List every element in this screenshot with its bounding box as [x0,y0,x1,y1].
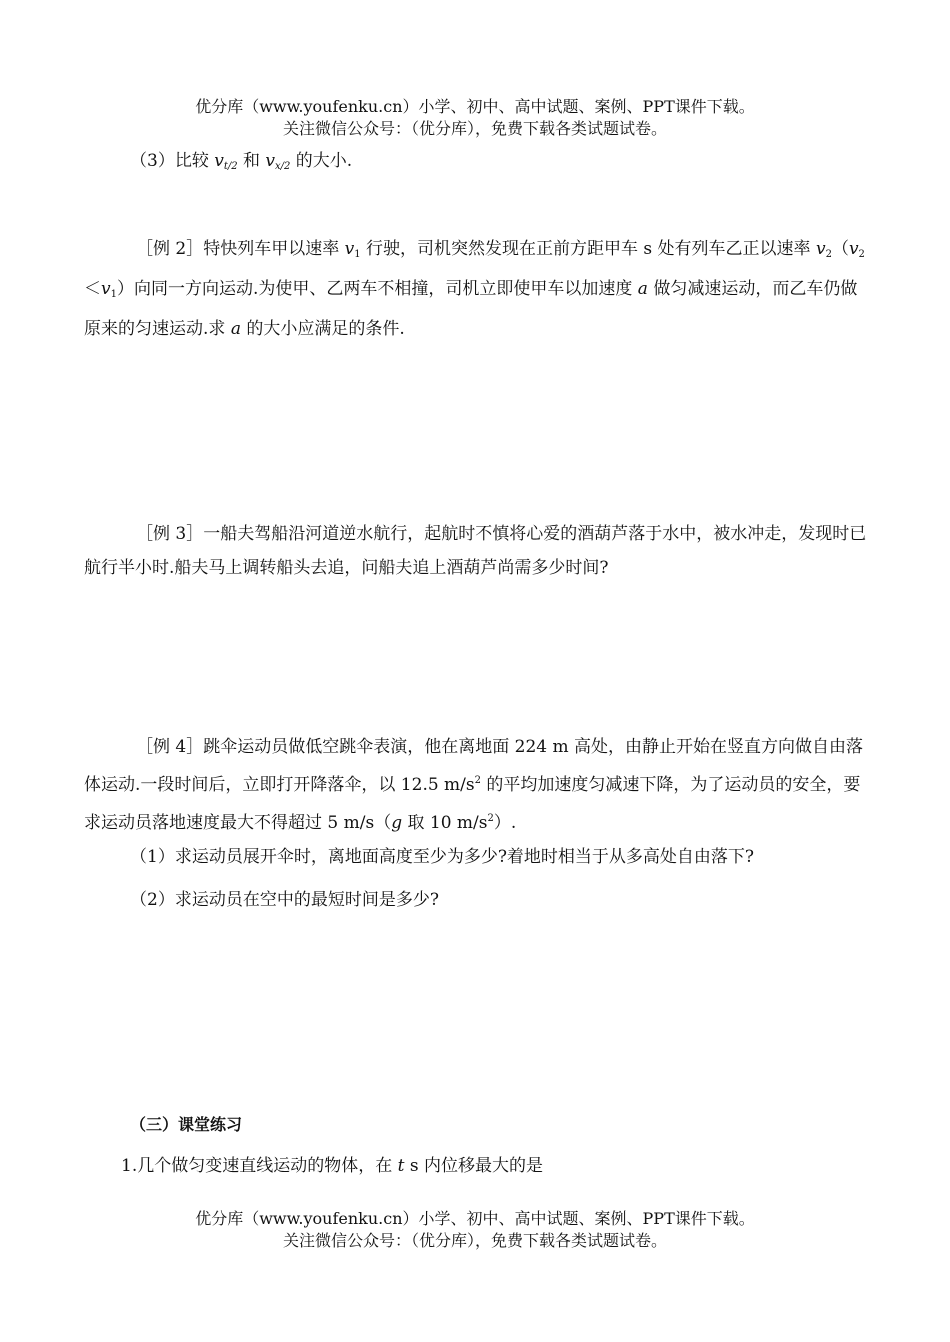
q3-text-c: 的大小. [290,151,353,171]
section-title: （三）课堂练习 [130,1115,243,1134]
example-4-subquestion-2 [130,883,870,917]
ex4-var-g: g [391,813,403,833]
ex4-text-4: ）. [493,813,517,833]
q3-var-1: v [214,151,224,171]
ex4-text-1: ［例 4］跳伞运动员做低空跳伞表演，他在离地面 224 m 高处，由静止开始在竖直方向做自由落体运动.一段时间后，立即打开降落伞，以 12.5 m/s [84,737,863,795]
ex2-sub-3: 2 [858,249,865,260]
ex2-text-2: 行驶，司机突然发现在正前方距甲车 s 处有列车乙正以速率 [360,239,816,259]
ex2-var-v3: v [848,239,859,259]
q3-text-b: 和 [237,151,266,171]
ex2-sub-4: 1 [110,289,117,300]
ex2-text-4: ＜ [84,279,101,299]
ex2-var-v4: v [101,279,111,299]
ex2-text-6: 做匀减速运动，而乙车仍做原来的匀速运动.求 [84,279,858,339]
practice-var-t: t [397,1156,405,1176]
q3-sub-2: x/2 [275,161,291,172]
practice-text-a: 1.几个做匀变速直线运动的物体，在 [121,1156,398,1176]
example-2 [84,232,874,346]
example-4-subquestion-1 [130,840,870,874]
ex2-text-7: 的大小应满足的条件. [240,319,405,339]
question-3 [130,144,870,184]
ex2-text-1: ［例 2］特快列车甲以速率 [136,239,345,259]
page-footer [0,1208,950,1252]
ex3-text: ［例 3］一船夫驾船沿河道逆水航行，起航时不慎将心爱的酒葫芦落于水中，被水冲走，发现时已航行半小时.船夫马上调转船头去追，问船夫追上酒葫芦尚需多少时间? [84,524,867,578]
example-4 [84,730,874,840]
q3-var-2: v [265,151,276,171]
section-heading [130,1108,870,1142]
q3-sub-1: t/2 [223,161,238,172]
ex4-text-2: 的平均加速度匀减速下降，为了运动员的安全，要求运动员落地速度最大不得超过 5 m/s（ [84,775,861,833]
ex2-text-3: （ [831,239,849,259]
ex2-sub-1: 1 [354,249,361,260]
ex2-sub-2: 2 [825,249,832,260]
footer-line-2: 关注微信公众号：（优分库），免费下载各类试题试卷。 [282,1231,667,1250]
practice-question-1 [121,1149,870,1183]
ex4-sup-1: 2 [474,775,482,786]
page-header [0,96,950,140]
ex4-sup-2: 2 [487,813,494,824]
ex2-text-5: ）向同一方向运动.为使甲、乙两车不相撞，司机立即使甲车以加速度 [116,279,638,299]
practice-text-b: s 内位移最大的是 [404,1156,544,1176]
ex4-text-3: 取 10 m/s [402,813,488,833]
footer-line-1: 优分库（www.youfenku.cn）小学、初中、高中试题、案例、PPT课件下载。 [195,1209,755,1228]
ex2-var-v2: v [815,239,826,259]
ex4-q2-text: （2）求运动员在空中的最短时间是多少? [130,890,439,910]
ex2-var-v1: v [344,239,355,259]
header-line-2: 关注微信公众号：（优分库），免费下载各类试题试卷。 [282,119,667,138]
example-3 [84,517,874,585]
ex2-var-a2: a [230,319,241,339]
ex2-var-a1: a [637,279,648,299]
ex4-q1-text: （1）求运动员展开伞时，离地面高度至少为多少?着地时相当于从多高处自由落下? [130,847,755,867]
header-line-1: 优分库（www.youfenku.cn）小学、初中、高中试题、案例、PPT课件下载。 [195,97,755,116]
q3-text-a: （3）比较 [130,151,215,171]
